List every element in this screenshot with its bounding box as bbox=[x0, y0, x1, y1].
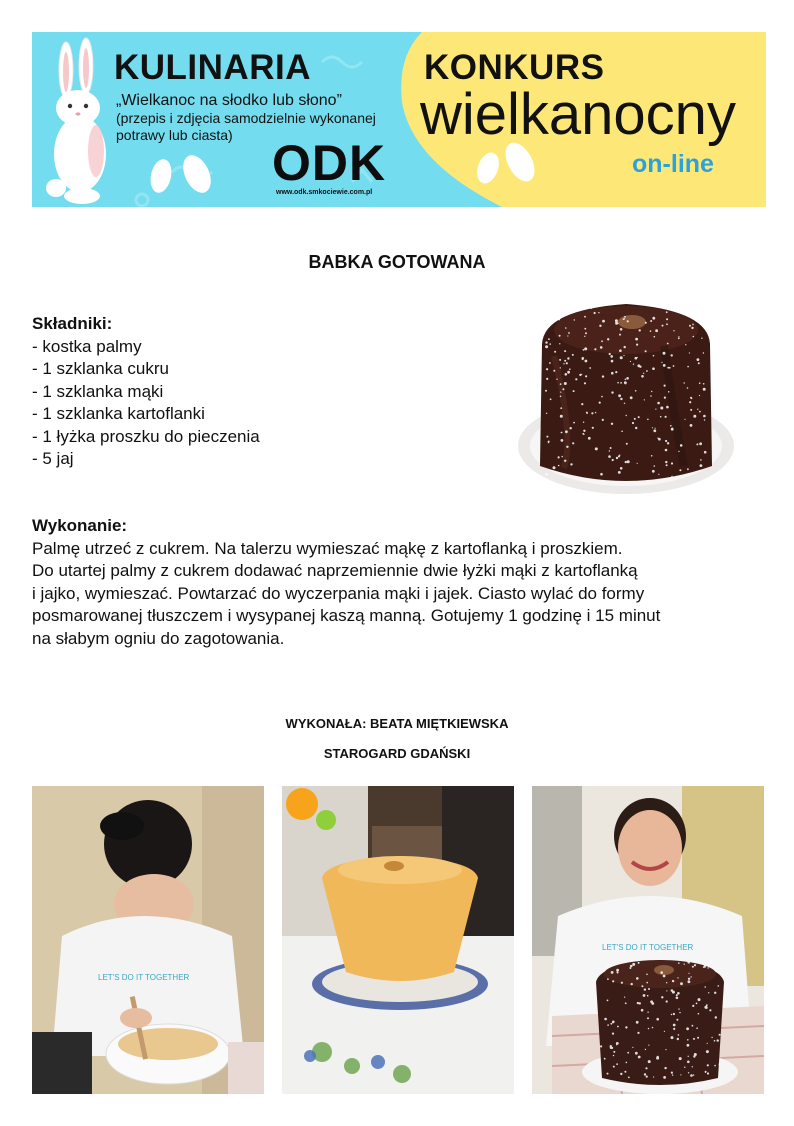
photo-mixing-batter bbox=[32, 786, 264, 1094]
ingredients-heading: Składniki: bbox=[32, 314, 113, 333]
method-line: Do utartej palmy z cukrem dodawać naprzemiennie dwie łyżki mąki z kartoflanką bbox=[32, 561, 638, 580]
shirt-print-text: LET'S DO IT TOGETHER bbox=[98, 973, 190, 982]
photo-cake-plate bbox=[282, 786, 514, 1094]
method-line: na słabym ogniu do zagotowania. bbox=[32, 628, 285, 648]
contest-title: „Wielkanoc na słodko lub słono” bbox=[116, 92, 342, 109]
odk-logo: ODK bbox=[272, 135, 387, 191]
ingredient-item: - 1 łyżka proszku do pieczenia bbox=[32, 426, 260, 446]
ingredient-item: - kostka palmy bbox=[32, 336, 142, 356]
shirt-print-text: LET'S DO IT TOGETHER bbox=[602, 943, 694, 952]
method-section bbox=[32, 515, 752, 650]
method-line: posmarowanej tłuszczem i wysypanej kaszą manną. Gotujemy 1 godzinę i 15 minut bbox=[32, 606, 661, 625]
ingredient-item: - 1 szklanka kartoflanki bbox=[32, 404, 205, 423]
online-label: on-line bbox=[632, 150, 714, 178]
bunny-illustration bbox=[40, 36, 118, 204]
method-heading: Wykonanie: bbox=[32, 516, 128, 535]
method-line: Palmę utrzeć z cukrem. Na talerzu wymieszać mąkę z kartoflanką i proszkiem. bbox=[32, 538, 623, 558]
egg-icon bbox=[182, 152, 212, 196]
banner-right-heading: KONKURS bbox=[424, 48, 605, 87]
odk-url: www.odk.smkociewie.com.pl bbox=[276, 189, 373, 196]
banner-right-subheading: wielkanocny bbox=[420, 82, 736, 147]
method-line: i jajko, wymieszać. Powtarzać do wyczerpania mąki i jajek. Ciasto wylać do formy bbox=[32, 583, 645, 603]
contest-note: (przepis i zdjęcia samodzielnie wykonanej potrawy lub ciasta) bbox=[116, 110, 376, 143]
ingredient-item: - 1 szklanka mąki bbox=[32, 381, 164, 401]
contest-banner bbox=[32, 32, 766, 207]
ingredient-item: - 1 szklanka cukru bbox=[32, 359, 169, 378]
author-town: STAROGARD GDAŃSKI bbox=[323, 746, 471, 761]
banner-left-heading: KULINARIA bbox=[114, 48, 311, 87]
ingredient-item: - 5 jaj bbox=[32, 449, 74, 468]
egg-icon bbox=[150, 158, 172, 194]
ingredients-list bbox=[32, 336, 260, 471]
recipe-title: BABKA GOTOWANA bbox=[308, 252, 486, 272]
ingredients-section bbox=[32, 313, 260, 471]
author-credit: WYKONAŁA: BEATA MIĘTKIEWSKA bbox=[285, 716, 509, 731]
photo-author-with-cake bbox=[532, 786, 764, 1094]
cake-photo bbox=[514, 296, 738, 502]
egg-icon bbox=[476, 150, 500, 186]
